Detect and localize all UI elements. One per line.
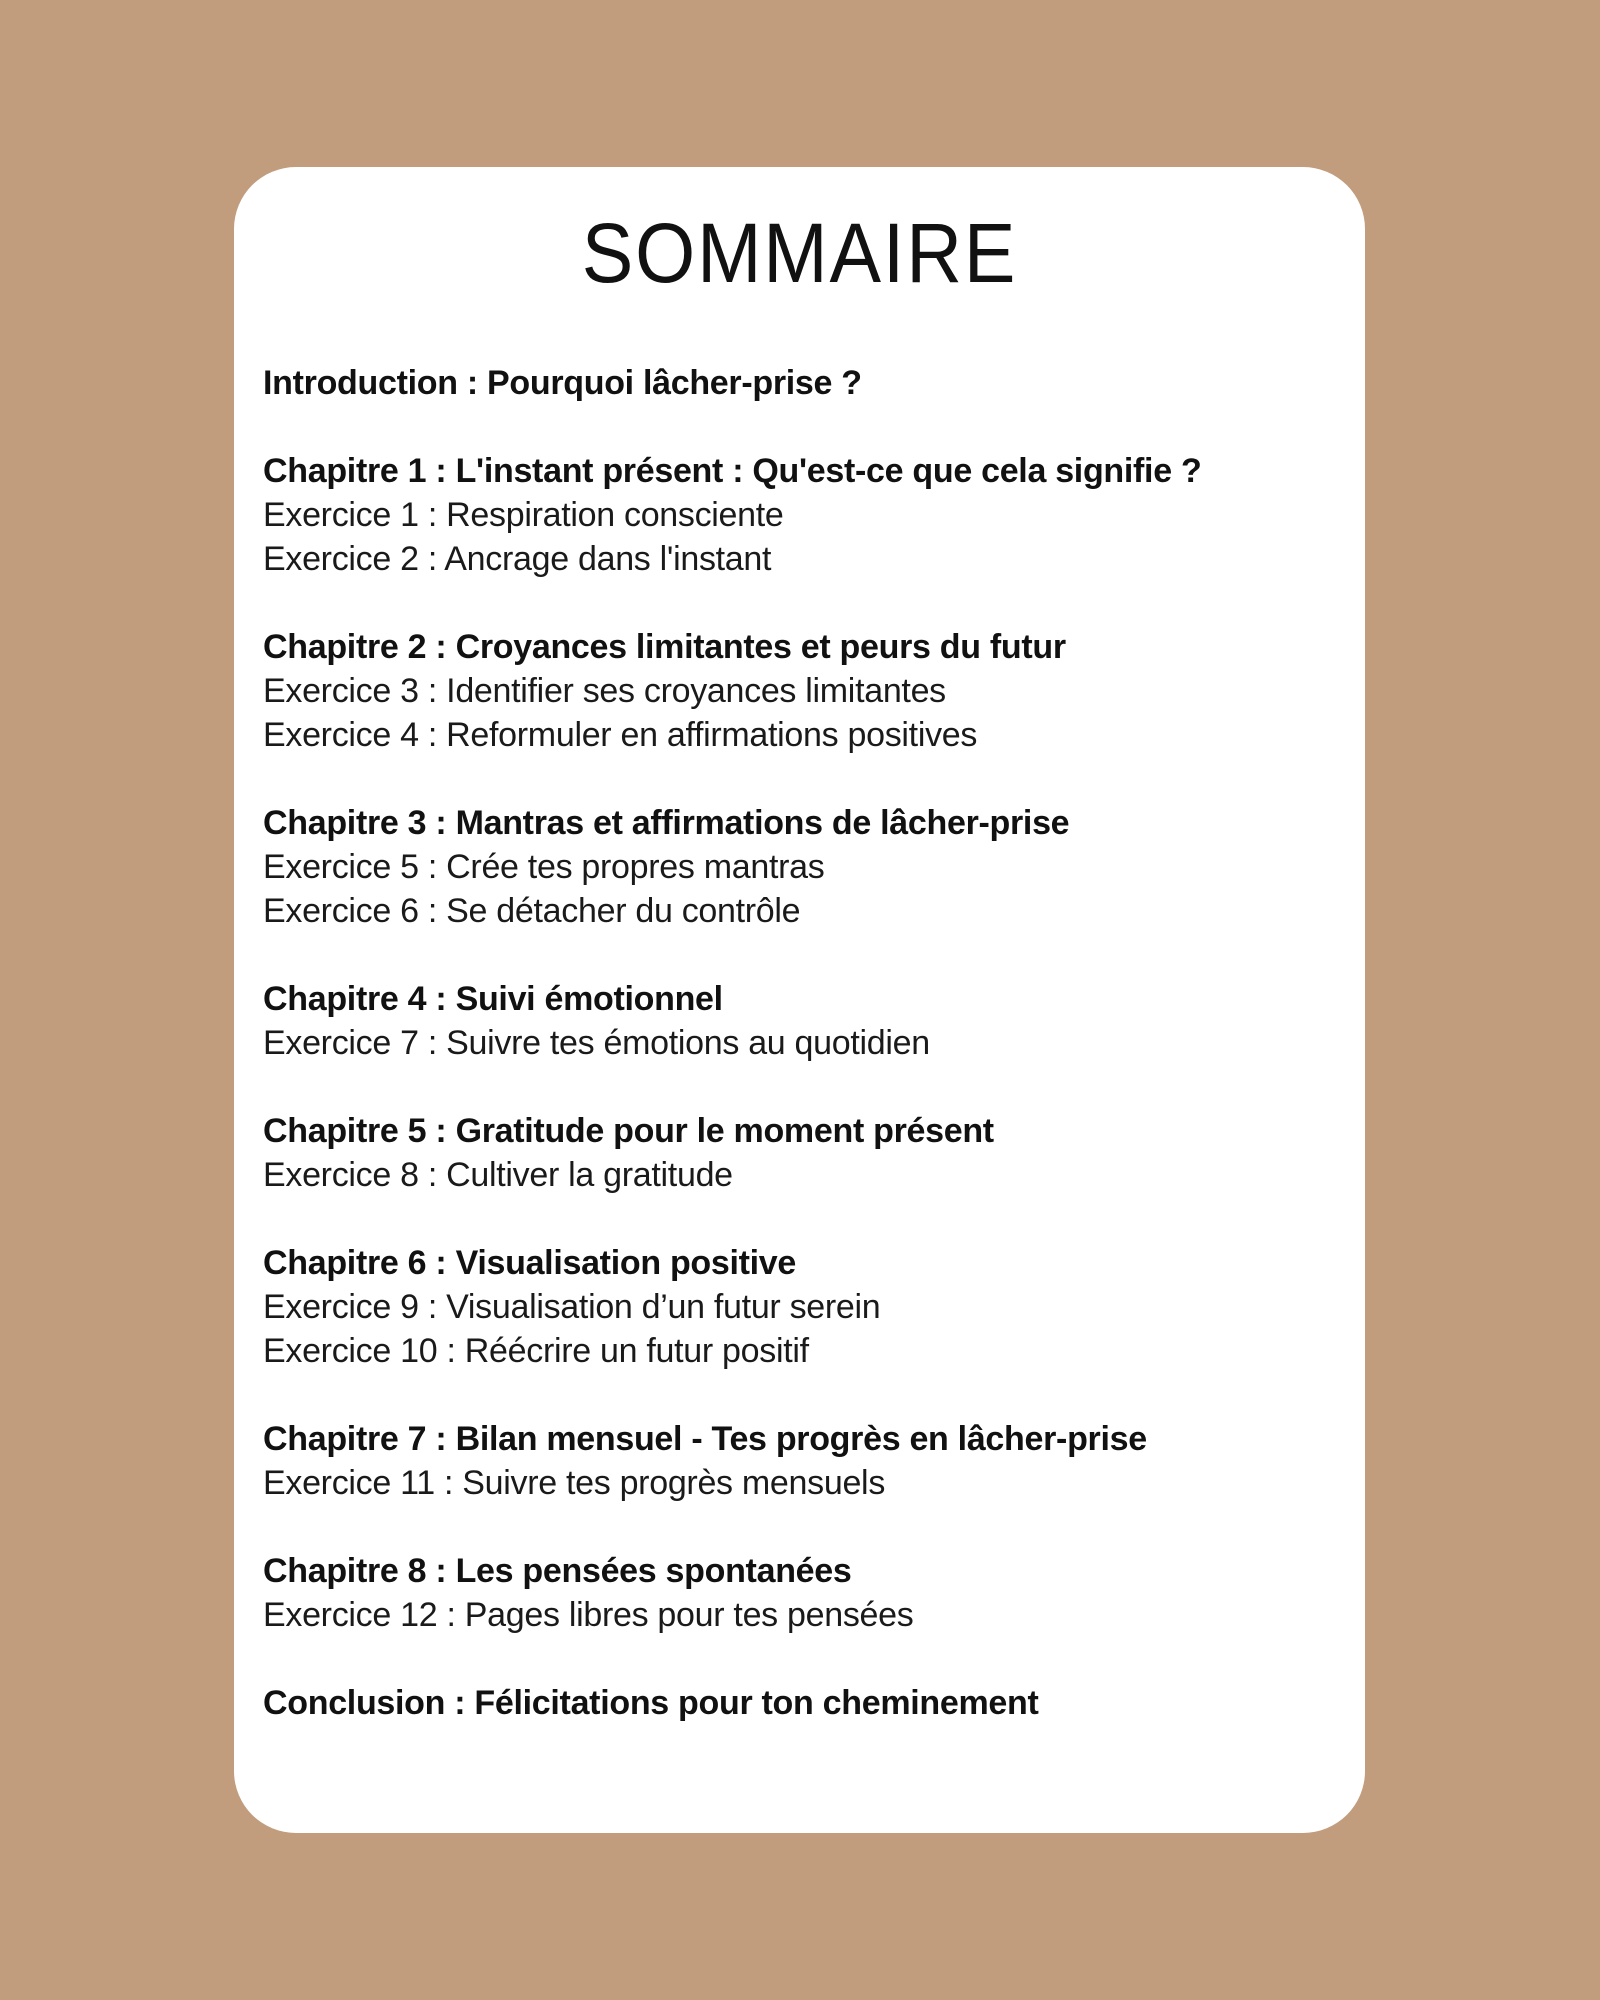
table-of-contents xyxy=(263,361,1345,1769)
exercise-item: Exercice 9 : Visualisation d’un futur serein xyxy=(263,1288,881,1326)
toc-chapter-4 xyxy=(263,977,1345,1065)
exercise-item: Exercice 8 : Cultiver la gratitude xyxy=(263,1156,733,1194)
toc-chapter-6 xyxy=(263,1241,1345,1373)
exercise-item: Exercice 11 : Suivre tes progrès mensuels xyxy=(263,1464,886,1502)
exercise-item: Exercice 3 : Identifier ses croyances limitantes xyxy=(263,672,946,710)
conclusion-heading: Conclusion : Félicitations pour ton cheminement xyxy=(263,1684,1039,1722)
chapter-heading: Chapitre 1 : L'instant présent : Qu'est-ce que cela signifie ? xyxy=(263,452,1202,490)
chapter-heading: Chapitre 3 : Mantras et affirmations de lâcher-prise xyxy=(263,804,1070,842)
chapter-heading: Chapitre 5 : Gratitude pour le moment présent xyxy=(263,1112,994,1150)
page-title: SOMMAIRE xyxy=(581,206,1018,300)
toc-chapter-3 xyxy=(263,801,1345,933)
chapter-heading: Chapitre 2 : Croyances limitantes et peurs du futur xyxy=(263,628,1066,666)
exercise-item: Exercice 10 : Réécrire un futur positif xyxy=(263,1332,809,1370)
exercise-item: Exercice 4 : Reformuler en affirmations positives xyxy=(263,716,978,754)
exercise-item: Exercice 6 : Se détacher du contrôle xyxy=(263,892,801,930)
exercise-item: Exercice 12 : Pages libres pour tes pensées xyxy=(263,1596,914,1634)
toc-chapter-5 xyxy=(263,1109,1345,1197)
exercise-item: Exercice 1 : Respiration consciente xyxy=(263,496,784,534)
toc-introduction xyxy=(263,361,1345,405)
exercise-item: Exercice 7 : Suivre tes émotions au quotidien xyxy=(263,1024,930,1062)
toc-chapter-8 xyxy=(263,1549,1345,1637)
chapter-heading: Chapitre 8 : Les pensées spontanées xyxy=(263,1552,852,1590)
toc-chapter-1 xyxy=(263,449,1345,581)
toc-chapter-2 xyxy=(263,625,1345,757)
toc-card xyxy=(234,167,1365,1833)
introduction-heading: Introduction : Pourquoi lâcher-prise ? xyxy=(263,364,862,402)
exercise-item: Exercice 5 : Crée tes propres mantras xyxy=(263,848,825,886)
chapter-heading: Chapitre 7 : Bilan mensuel - Tes progrès en lâcher-prise xyxy=(263,1420,1147,1458)
chapter-heading: Chapitre 6 : Visualisation positive xyxy=(263,1244,797,1282)
toc-conclusion xyxy=(263,1681,1345,1725)
chapter-heading: Chapitre 4 : Suivi émotionnel xyxy=(263,980,723,1018)
toc-chapter-7 xyxy=(263,1417,1345,1505)
exercise-item: Exercice 2 : Ancrage dans l'instant xyxy=(263,540,772,578)
